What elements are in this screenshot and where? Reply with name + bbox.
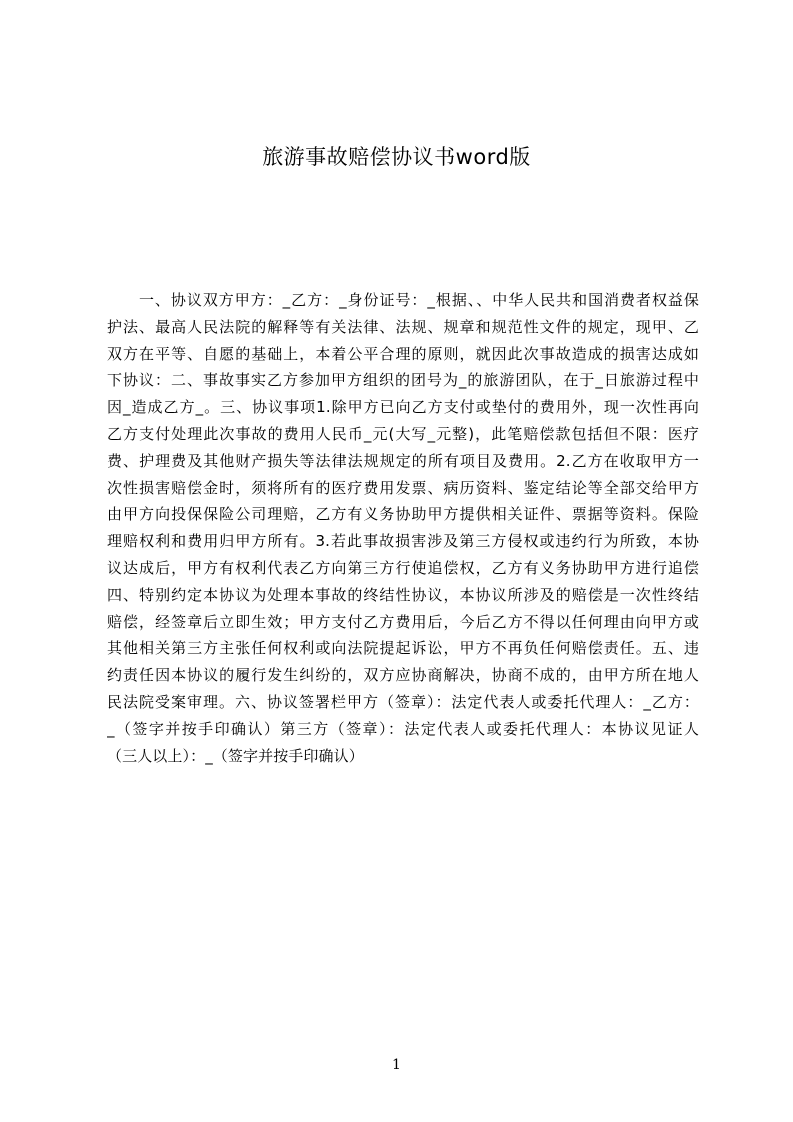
page-number: 1 bbox=[392, 1057, 401, 1073]
body-line: 由甲方向投保保险公司理赔，乙方有义务协助甲方提供相关证件、票据等资料。保险 bbox=[107, 505, 699, 524]
body-line: 四、特别约定本协议为处理本事故的终结性协议，本协议所涉及的赔偿是一次性终结 bbox=[107, 585, 699, 604]
body-line: 次性损害赔偿金时，须将所有的医疗费用发票、病历资料、鉴定结论等全部交给甲方 bbox=[107, 478, 699, 497]
body-line: 其他相关第三方主张任何权利或向法院提起诉讼，甲方不再负任何赔偿责任。五、违 bbox=[107, 639, 699, 658]
body-line: 理赔权利和费用归甲方所有。3.若此事故损害涉及第三方侵权或违约行为所致，本协 bbox=[107, 532, 699, 551]
body-line: 双方在平等、自愿的基础上，本着公平合理的原则，就因此次事故造成的损害达成如 bbox=[107, 344, 699, 363]
document-body bbox=[107, 287, 699, 769]
body-line: 民法院受案审理。六、协议签署栏甲方（签章）：法定代表人或委托代理人：_乙方： bbox=[107, 692, 699, 711]
body-line: 护法、最高人民法院的解释等有关法律、法规、规章和规范性文件的规定，现甲、乙 bbox=[107, 317, 699, 336]
body-line: 一、协议双方甲方：_乙方：_身份证号：_根据、、中华人民共和国消费者权益保 bbox=[107, 291, 699, 309]
body-line: （三人以上）：_（签字并按手印确认） bbox=[107, 746, 364, 765]
page-title: 旅游事故赔偿协议书word版 bbox=[262, 145, 531, 169]
body-line: 议达成后，甲方有权利代表乙方向第三方行使追偿权，乙方有义务协助甲方进行追偿 bbox=[107, 558, 699, 577]
body-line: 约责任因本协议的履行发生纠纷的，双方应协商解决，协商不成的，由甲方所在地人 bbox=[107, 666, 699, 685]
body-line: 乙方支付处理此次事故的费用人民币_元(大写_元整)，此笔赔偿款包括但不限：医疗 bbox=[107, 424, 699, 443]
body-line: 因_造成乙方_。三、协议事项1.除甲方已向乙方支付或垫付的费用外，现一次性再向 bbox=[107, 398, 699, 417]
body-line: 赔偿，经签章后立即生效；甲方支付乙方费用后，今后乙方不得以任何理由向甲方或 bbox=[107, 612, 699, 631]
body-line: 下协议：二、事故事实乙方参加甲方组织的团号为_的旅游团队，在于_日旅游过程中 bbox=[107, 371, 699, 390]
body-line: 费、护理费及其他财产损失等法律法规规定的所有项目及费用。2.乙方在收取甲方一 bbox=[107, 451, 699, 470]
body-line: _（签字并按手印确认）第三方（签章）：法定代表人或委托代理人：本协议见证人 bbox=[107, 719, 699, 738]
